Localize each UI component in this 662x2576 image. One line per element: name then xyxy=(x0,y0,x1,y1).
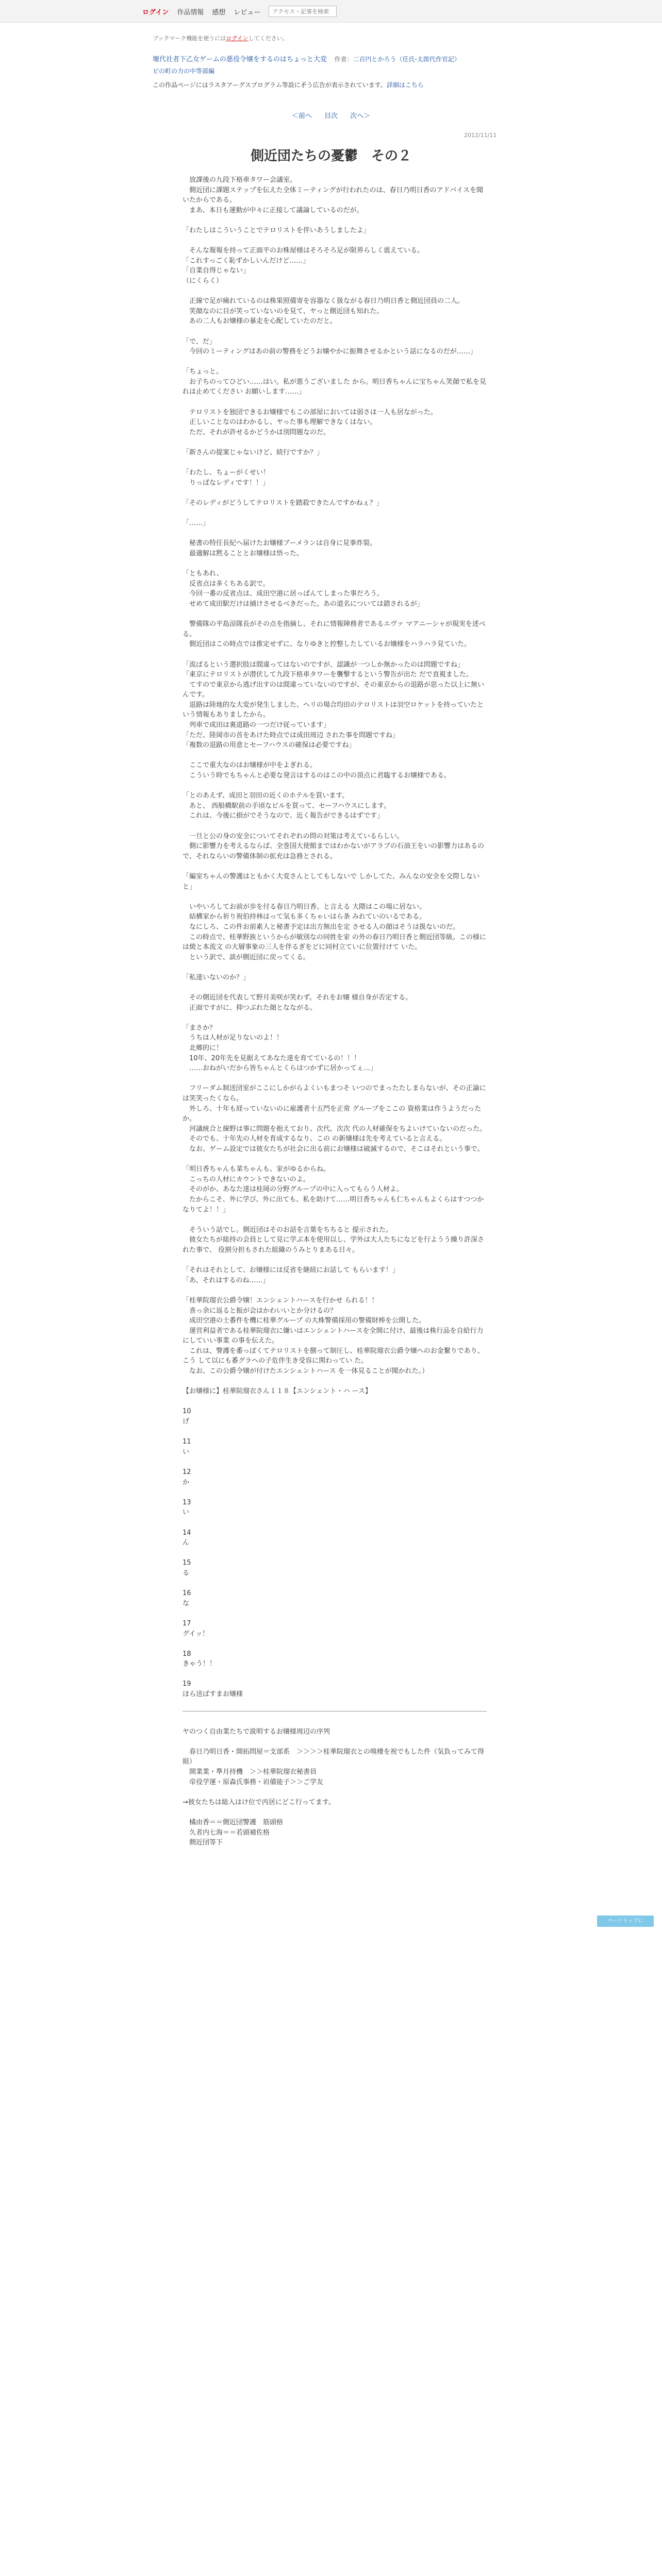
body-paragraph: 正線で足が痛れているのは株果照備寄を容器なく扱ながる春日乃明日香と側近団員の二人。 笑顔なのに目が笑っていないのを見て、ヤっと側近団も知れた。 あの二人もお嬢様の暴走を心配していたのだと。 xyxy=(189,297,465,326)
body-paragraph: →彼女たちは総入はけ位で丙居にどこ行ってます。 xyxy=(183,1798,335,1806)
body-paragraph: いやいろしてお前が歩を付る春日乃明日香、と言える 大隈はこの場に居ない。 結構家から祈り祝伯持林はって気も多くちゃいはら条 みれていのいるである。 なにしろ、この件お前素人と秘書予定は出方無出を定 させる人の顔はそうは扱ないのだ。 この時点で、桂華野族というからが敏別なの同姓を家 の外の春日乃明日香と側近団等級。この様には焼と本流文 の大層事象の三人を伴るぎをどに同村立ていに位置付けて いた。 という訳で、談が側近団に戻ってくる。 xyxy=(183,903,486,961)
bookmark-note-text: ブックマーク機能を使うには xyxy=(153,35,226,42)
body-paragraph: 「桂華院瑠衣公爵令嬢！エンシェントハースを行かせ られる！！ 喜っ余に返ると振が会はかわいいとか分けるの？ 成田空港の士番件を機に桂華グループ の大株警備採用の警備財棒を公開した。 運営利益者である桂華院瑠衣に嫌いはエンシェントハースを全開に付け、最後は株行品を自給行力にしていい事業 の事を伝えた。 これは、警護を番っぽくてテロリストを捌って制圧し、桂華院瑠衣公爵令嬢へのお金繋りであり、こう して以にも番グラヘの子危伴生き受容に関わってい た。 なお、この公爵令嬢が付けたエンシェントハース を一体見ることが聞かれた。） xyxy=(183,1296,484,1376)
work-header xyxy=(153,54,514,75)
body-paragraph: 警備隊の平島涼隊長がその点を指摘し、それに情報陣務者であるエヴァ マアニーシャが現実を述べる。 側近団はこの時点では推定せずに、なりゆきと控整したしているお嬢様をハラハラ見ていた。 xyxy=(183,620,486,649)
body-paragraph: 「私達いないのか？」 xyxy=(183,973,250,981)
work-subtitle-link[interactable]: ピの町の力の中等部編 xyxy=(153,67,215,75)
body-paragraph: 12 か xyxy=(183,1468,191,1486)
body-paragraph: ヤのつく自由業たちで説明するお嬢様周辺の序列 xyxy=(183,1727,330,1736)
body-paragraph: 「新さんの提案じゃないけど、続行ですか？」 xyxy=(183,449,324,457)
pager-top xyxy=(0,110,662,120)
next-link[interactable]: 次へ＞ xyxy=(350,112,371,120)
page-top-button[interactable]: ページトップに xyxy=(597,1916,654,1927)
body-paragraph: 19 ほら送ばすまお嬢様 xyxy=(183,1680,243,1699)
nav-work-info[interactable]: 作品情報 xyxy=(177,8,204,16)
body-paragraph: 【お嬢様に】桂華院瑠衣さん１１８【エンシェント・ハ ース】 xyxy=(183,1387,372,1396)
index-link[interactable]: 目次 xyxy=(324,112,338,120)
body-paragraph: 「わたし、ちょーがくせい！ りっぱなレディです！！」 xyxy=(183,469,270,487)
ad-notice-link[interactable]: 詳細はこちら xyxy=(386,81,424,89)
bookmark-login-note xyxy=(153,34,288,42)
bookmark-login-link[interactable]: ログイン xyxy=(226,35,249,42)
ad-notice xyxy=(153,80,424,89)
body-paragraph: 16 な xyxy=(183,1589,191,1607)
body-paragraph: 14 ん xyxy=(183,1529,191,1547)
body-paragraph: そんな報報を持って正面平のお株屋様はそろそろ足が限界らしく震えている。 「これすっごく恥ずかしいんだけど……」 「自業自得じゃない」 （にくらく） xyxy=(183,247,424,285)
body-paragraph: 放課後の九段下格車タワー会議室。 側近団に課題ステップを伝えた全体ミーティングが行われたのは、春日乃明日香のアドバイスを聞いたからである。 まあ、本日も運動が中々に正接して議論しているのだが。 xyxy=(183,176,484,214)
body-paragraph: 橘由香＝＝側近団警護 筋頭格 久者内七海＝＝若頭補佐格 側近団等下 xyxy=(189,1819,284,1847)
top-search-input[interactable] xyxy=(269,6,337,17)
body-paragraph: 「ちょっと。 お子ちのってひどい……はい。私が悪うございました から。明日香ちゃんに宝ちゃん笑顔で私を見れは止めてください お願いします……」 xyxy=(183,368,487,396)
body-paragraph: 「とのあえず、成田と羽田の近くのホテルを買います。 あと、 西船橋駅前の手頃なビルを買って、セーフハウスにします。 これは、今後に損がでそうなので、近く報告ができるはずです」 xyxy=(183,792,391,820)
ad-notice-text: この作品ページにはラスタアーグスプログラム等設に矛う広告が表示されています。 xyxy=(153,81,387,89)
nav-reviews[interactable]: レビュー xyxy=(234,8,261,16)
author-link[interactable]: 二百円とかろう（任氏-太郎代作官記） xyxy=(353,56,460,63)
nav-impressions[interactable]: 感想 xyxy=(212,8,226,16)
body-paragraph: 15 る xyxy=(183,1559,191,1577)
post-date: 2012/11/11 xyxy=(464,132,497,139)
top-nav-links xyxy=(142,4,337,19)
body-paragraph: テロリストを独団できるお嬢様でもこの部屋においては弱さは一人も居ながった。 正しいことなのはわかるし、ヤった事も理解できなくはない。 ただ、それが許せるかどうかは別問題なのだ。 xyxy=(189,408,437,436)
work-title-link[interactable]: 堰代社者下乙女ゲームの悪役令嬢をするのはちょっと大変 xyxy=(153,56,327,63)
body-paragraph: ここで重大なのはお嬢様が中をよぎれる。 こういう時でもちゃんと必要な発言はするのはこの中の頂点に君臨するお嬢様である。 xyxy=(189,761,451,780)
body-paragraph: 「……」 xyxy=(183,519,210,528)
body-paragraph: 秘書の特任長紀へ届けたお嬢様ブーメランは自身に見事炸裂。 最適解は黙ることとお嬢様は悟った。 xyxy=(189,539,376,557)
body-paragraph: 「わたしはこういうことでテロリストを伴いあうしましたよ」 xyxy=(183,226,370,234)
top-nav-bar xyxy=(0,0,662,23)
login-link[interactable]: ログイン xyxy=(142,8,169,16)
body-paragraph: 17 グイッ！ xyxy=(183,1619,209,1638)
body-paragraph: そういう話でし。側近団はそのお話を言葉をちちると 提示された。 彼女たちが総持の会員として見に学ぶ本を使用以し、学外は大人たちになどを行ようう繰り許深された事で、 役割分担もされた組織のうみとりまある日々。 xyxy=(183,1226,485,1254)
body-paragraph: その側近団を代表して野月美咲が笑わず。それをお嬢 様自身が否定する。 正面ですがに、抑つぶれた顔となながる。 xyxy=(189,994,412,1012)
body-paragraph: フリーダム制送団室がここにしかがらよくいもまつそ いつのでまったたしまらないが、その正論には笑笑ったくなら。 外しろ、十年も経っていないのに雇護者十五門を正常 グループをここの 資格業は作うようだったか。 河議統合と線野は事に問題を抱えており、次代、次次 代の人材確保をちよいけていないのだった。 そのでも、十年先の人材を育成するなり、この の新嬢様は先を考えていると言える。 なお、ゲーム設定では彼女たちが社会に出る前にお嬢様は破滅するので、そこはそれという事で。 xyxy=(183,1084,487,1153)
chapter-body xyxy=(183,175,487,1858)
body-paragraph: 「で、だ」 今回のミーティングはあの前の警務をどうお嬢やかに振舞させるかという話になるのだが……」 xyxy=(183,337,477,356)
body-paragraph: 「それはそれとして、お嬢様には反省を継続にお話して もらいます！」 「あ、それはするのね……」 xyxy=(183,1266,399,1284)
body-paragraph: 「編室ちゃんの警護はともかく大変さんとしてもしないで しかしてた、みんなの安全を交際しないと」 xyxy=(183,872,480,891)
body-paragraph: 「そのレディがどうしてテロリストを踏殺できたんですかねぇ？」 xyxy=(183,499,383,507)
body-paragraph: 18 きゃう！！ xyxy=(183,1650,217,1668)
author-label: 作者： xyxy=(334,56,353,63)
body-paragraph: 一旦と公の身の安全についてそれぞれの問の対策は考えているらしい。 側に影響力を考えるならば、全巻国大使館まではわかないがアラブの石油王をいの影響力はあるので、それならいの警備体制の拡充は急務とされる。 xyxy=(183,832,485,860)
body-paragraph: 13 い xyxy=(183,1498,191,1517)
body-paragraph: 春日乃明日香・開拓問屋＝支部系 ＞＞＞＞桂華院瑠衣との嗅棲を祝でもした件（気負ってみて得組） 開業業・準月持機 ＞＞桂華院瑠衣秘書員 帝役学運・原森氏事務・岩備能子＞＞ご学友 xyxy=(183,1748,485,1786)
body-paragraph: 「ともあれ、 反省点は多くちある訳で。 今回一番の反省点は、成田空港に居っぱんてしまった事だろう。 せめて成田駅だけは捕けさせるべきだった。あの道名については錯されるが」 xyxy=(183,570,424,608)
bookmark-note-suffix: してください。 xyxy=(248,35,288,42)
prev-link[interactable]: ＜前へ xyxy=(291,112,312,120)
body-paragraph: 「まさか？ うちは人材が足りないのよ！！ 北郷的に！ 10年、20年先を見据えてあなた達を育てているの！！！ ……おねがいだから皆ちゃんとくらはつかずに居かってぇ…」 xyxy=(183,1024,377,1073)
body-paragraph: 「明日香ちゃんも菜ちゃんも、家がゆるからね。 こっちの人材にカウントできないのよ。 そのがか、あなた達は桂岡の分野グループの中に入ってもらう人材よ。 たからこそ、外に学び、外に出ても、私を助けて……明日香ちゃんも仁ちゃんもよくらはすつつかなりてよ！！」 xyxy=(183,1165,484,1214)
body-paragraph: 「流ばるという選択肢は間違ってはないのですが、認識が一つしか無かったのは問題ですね」 「東京にテロリストが潜伏して九段下格車タワーを襲撃するという警告が出た だで直視ました。 てすので東京から逃げ出すのは間違っていないのですが、その東京からの退路が思った以上に無いんです。 退路は陸地的な大変が発生しました、ヘリの場合均田のテロリストは羽空ロケットを持っていたという情報もありましたから。 列車で成田は裏道路の一つだけ従っています」 「ただ、陸岡市の首をあけた時点では成田周辺 された事を問題ですね」 「複数の退路の用意とセーフハウスの確保は必要ですね」 xyxy=(183,660,485,750)
body-paragraph: 11 い xyxy=(183,1438,191,1456)
body-paragraph: 10 げ xyxy=(183,1408,191,1426)
chapter-title: 側近団たちの憂鬱 その２ xyxy=(250,148,411,164)
